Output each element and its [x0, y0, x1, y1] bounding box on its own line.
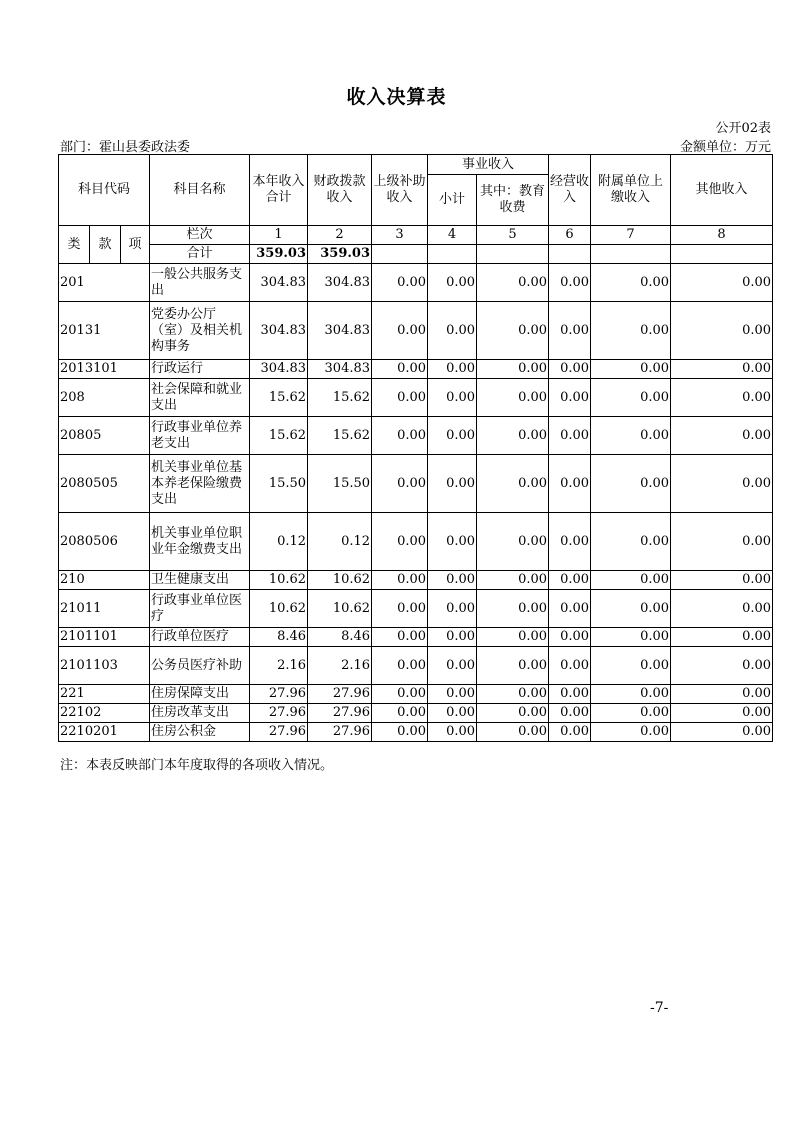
row-value: 0.00	[477, 379, 549, 417]
row-value: 0.00	[477, 590, 549, 628]
row-value: 0.00	[372, 417, 428, 455]
row-value: 304.83	[250, 264, 308, 302]
row-value: 0.00	[372, 647, 428, 685]
row-value: 0.00	[671, 723, 773, 742]
row-code: 210	[59, 571, 150, 590]
row-name: 机关事业单位基本养老保险缴费支出	[150, 455, 250, 513]
row-value: 0.00	[549, 704, 591, 723]
row-value: 0.00	[549, 571, 591, 590]
row-value: 10.62	[250, 590, 308, 628]
row-value: 2.16	[308, 647, 372, 685]
row-value: 0.00	[477, 704, 549, 723]
row-value: 0.00	[372, 379, 428, 417]
row-value: 0.00	[372, 264, 428, 302]
row-value: 27.96	[250, 704, 308, 723]
row-value: 0.00	[428, 513, 477, 571]
row-value: 0.00	[428, 379, 477, 417]
row-value: 0.00	[372, 571, 428, 590]
header-operating: 经营收入	[549, 155, 591, 226]
col-num: 5	[477, 226, 549, 245]
row-value: 0.00	[549, 264, 591, 302]
row-value: 0.00	[428, 590, 477, 628]
row-code: 20131	[59, 302, 150, 360]
row-value: 0.00	[549, 379, 591, 417]
row-value: 0.00	[671, 264, 773, 302]
row-value: 0.00	[591, 647, 671, 685]
row-value: 0.00	[549, 417, 591, 455]
row-value: 0.00	[428, 571, 477, 590]
form-number: 公开02表	[715, 121, 771, 136]
row-value: 10.62	[308, 571, 372, 590]
total-fiscal: 359.03	[308, 245, 372, 264]
row-value: 304.83	[250, 360, 308, 379]
row-value: 0.00	[549, 360, 591, 379]
row-value: 0.00	[671, 628, 773, 647]
row-value: 0.00	[372, 704, 428, 723]
row-name: 机关事业单位职业年金缴费支出	[150, 513, 250, 571]
row-value: 0.00	[671, 417, 773, 455]
row-name: 卫生健康支出	[150, 571, 250, 590]
header-kuan: 款	[90, 226, 121, 264]
header-code: 科目代码	[59, 155, 150, 226]
row-value: 0.00	[671, 647, 773, 685]
row-value: 0.00	[477, 647, 549, 685]
table-row	[59, 417, 773, 455]
header-xiang: 项	[121, 226, 150, 264]
header-total: 本年收入合计	[250, 155, 308, 226]
row-value: 15.50	[250, 455, 308, 513]
row-value: 0.00	[591, 704, 671, 723]
table-row	[59, 360, 773, 379]
row-value: 0.12	[250, 513, 308, 571]
table-row	[59, 379, 773, 417]
row-value: 0.00	[549, 590, 591, 628]
row-name: 行政事业单位养老支出	[150, 417, 250, 455]
row-code: 2080506	[59, 513, 150, 571]
header-education: 其中：教育收费	[477, 175, 549, 226]
table-row	[59, 590, 773, 628]
row-code: 2080505	[59, 455, 150, 513]
row-value: 0.00	[671, 379, 773, 417]
row-value: 8.46	[250, 628, 308, 647]
row-name: 社会保障和就业支出	[150, 379, 250, 417]
table-row	[59, 571, 773, 590]
header-other: 其他收入	[671, 155, 773, 226]
income-table	[58, 154, 773, 742]
row-value: 0.00	[428, 704, 477, 723]
row-value: 0.00	[477, 360, 549, 379]
header-name: 科目名称	[150, 155, 250, 226]
row-code: 2101101	[59, 628, 150, 647]
table-body	[59, 264, 773, 742]
row-name: 党委办公厅（室）及相关机构事务	[150, 302, 250, 360]
header-subtotal: 小计	[428, 175, 477, 226]
row-value: 0.00	[428, 628, 477, 647]
row-value: 0.00	[428, 723, 477, 742]
row-value: 0.00	[428, 302, 477, 360]
row-value: 0.00	[428, 685, 477, 704]
row-value: 0.00	[372, 723, 428, 742]
table-row	[59, 628, 773, 647]
row-value: 0.00	[477, 455, 549, 513]
header-fiscal: 财政拨款收入	[308, 155, 372, 226]
row-value: 0.00	[671, 360, 773, 379]
row-value: 0.00	[372, 360, 428, 379]
row-value: 0.00	[428, 417, 477, 455]
row-value: 0.00	[671, 571, 773, 590]
row-value: 8.46	[308, 628, 372, 647]
row-value: 0.00	[428, 455, 477, 513]
col-num: 3	[372, 226, 428, 245]
row-value: 0.00	[591, 513, 671, 571]
row-value: 0.00	[591, 455, 671, 513]
header-lanci: 栏次	[150, 226, 250, 245]
row-value: 0.00	[477, 628, 549, 647]
table-row	[59, 264, 773, 302]
row-value: 0.00	[372, 513, 428, 571]
row-value: 27.96	[250, 723, 308, 742]
col-num: 8	[671, 226, 773, 245]
row-value: 0.00	[477, 685, 549, 704]
row-name: 一般公共服务支出	[150, 264, 250, 302]
row-value: 304.83	[250, 302, 308, 360]
col-num: 4	[428, 226, 477, 245]
row-code: 221	[59, 685, 150, 704]
row-name: 行政事业单位医疗	[150, 590, 250, 628]
table-row	[59, 513, 773, 571]
row-value: 0.00	[591, 723, 671, 742]
row-value: 0.12	[308, 513, 372, 571]
row-value: 0.00	[549, 647, 591, 685]
col-num: 6	[549, 226, 591, 245]
row-value: 0.00	[671, 704, 773, 723]
row-value: 0.00	[428, 647, 477, 685]
row-value: 0.00	[671, 685, 773, 704]
row-value: 0.00	[671, 590, 773, 628]
row-value: 0.00	[372, 685, 428, 704]
row-value: 0.00	[477, 302, 549, 360]
row-value: 0.00	[549, 723, 591, 742]
footnote: 注：本表反映部门本年度取得的各项收入情况。	[60, 758, 334, 773]
row-value: 27.96	[308, 723, 372, 742]
row-value: 0.00	[671, 455, 773, 513]
table-row	[59, 704, 773, 723]
row-code: 20805	[59, 417, 150, 455]
header-superior: 上级补助收入	[372, 155, 428, 226]
row-value: 0.00	[591, 590, 671, 628]
row-value: 0.00	[591, 628, 671, 647]
row-name: 住房改革支出	[150, 704, 250, 723]
header-affiliated: 附属单位上缴收入	[591, 155, 671, 226]
col-num: 7	[591, 226, 671, 245]
row-value: 15.50	[308, 455, 372, 513]
total-label: 合计	[150, 245, 250, 264]
row-value: 15.62	[308, 379, 372, 417]
row-value: 0.00	[671, 302, 773, 360]
row-value: 304.83	[308, 264, 372, 302]
row-value: 0.00	[477, 571, 549, 590]
amount-unit-label: 金额单位：万元	[679, 140, 771, 155]
row-value: 0.00	[591, 360, 671, 379]
row-name: 住房保障支出	[150, 685, 250, 704]
page-number: -7-	[650, 1000, 669, 1016]
table-row	[59, 455, 773, 513]
row-code: 2101103	[59, 647, 150, 685]
row-value: 15.62	[250, 417, 308, 455]
row-value: 0.00	[372, 455, 428, 513]
row-code: 2013101	[59, 360, 150, 379]
row-value: 0.00	[549, 302, 591, 360]
row-value: 304.83	[308, 302, 372, 360]
row-value: 0.00	[477, 417, 549, 455]
header-business: 事业收入	[428, 155, 549, 175]
department-label: 部门：霍山县委政法委	[60, 140, 191, 155]
row-value: 0.00	[372, 628, 428, 647]
row-code: 2210201	[59, 723, 150, 742]
row-name: 行政单位医疗	[150, 628, 250, 647]
row-value: 0.00	[591, 379, 671, 417]
row-code: 201	[59, 264, 150, 302]
table-row	[59, 723, 773, 742]
row-value: 0.00	[549, 628, 591, 647]
row-value: 0.00	[591, 264, 671, 302]
row-value: 0.00	[549, 455, 591, 513]
row-value: 0.00	[591, 417, 671, 455]
row-value: 0.00	[549, 685, 591, 704]
row-value: 15.62	[250, 379, 308, 417]
row-name: 行政运行	[150, 360, 250, 379]
row-value: 27.96	[308, 685, 372, 704]
row-value: 0.00	[549, 513, 591, 571]
col-num: 2	[308, 226, 372, 245]
row-value: 0.00	[591, 685, 671, 704]
row-value: 0.00	[428, 360, 477, 379]
row-value: 0.00	[428, 264, 477, 302]
row-name: 公务员医疗补助	[150, 647, 250, 685]
table-row	[59, 647, 773, 685]
row-name: 住房公积金	[150, 723, 250, 742]
row-value: 27.96	[308, 704, 372, 723]
row-value: 304.83	[308, 360, 372, 379]
row-code: 21011	[59, 590, 150, 628]
total-value: 359.03	[250, 245, 308, 264]
row-value: 0.00	[671, 513, 773, 571]
row-value: 2.16	[250, 647, 308, 685]
row-value: 0.00	[591, 302, 671, 360]
row-value: 15.62	[308, 417, 372, 455]
row-value: 0.00	[477, 723, 549, 742]
row-value: 0.00	[372, 302, 428, 360]
header-lei: 类	[59, 226, 90, 264]
row-value: 27.96	[250, 685, 308, 704]
table-row	[59, 685, 773, 704]
row-value: 0.00	[591, 571, 671, 590]
row-value: 10.62	[250, 571, 308, 590]
table-row	[59, 302, 773, 360]
row-value: 0.00	[372, 590, 428, 628]
col-num: 1	[250, 226, 308, 245]
row-value: 0.00	[477, 513, 549, 571]
row-code: 22102	[59, 704, 150, 723]
row-code: 208	[59, 379, 150, 417]
row-value: 0.00	[477, 264, 549, 302]
row-value: 10.62	[308, 590, 372, 628]
page-title: 收入决算表	[346, 86, 447, 108]
